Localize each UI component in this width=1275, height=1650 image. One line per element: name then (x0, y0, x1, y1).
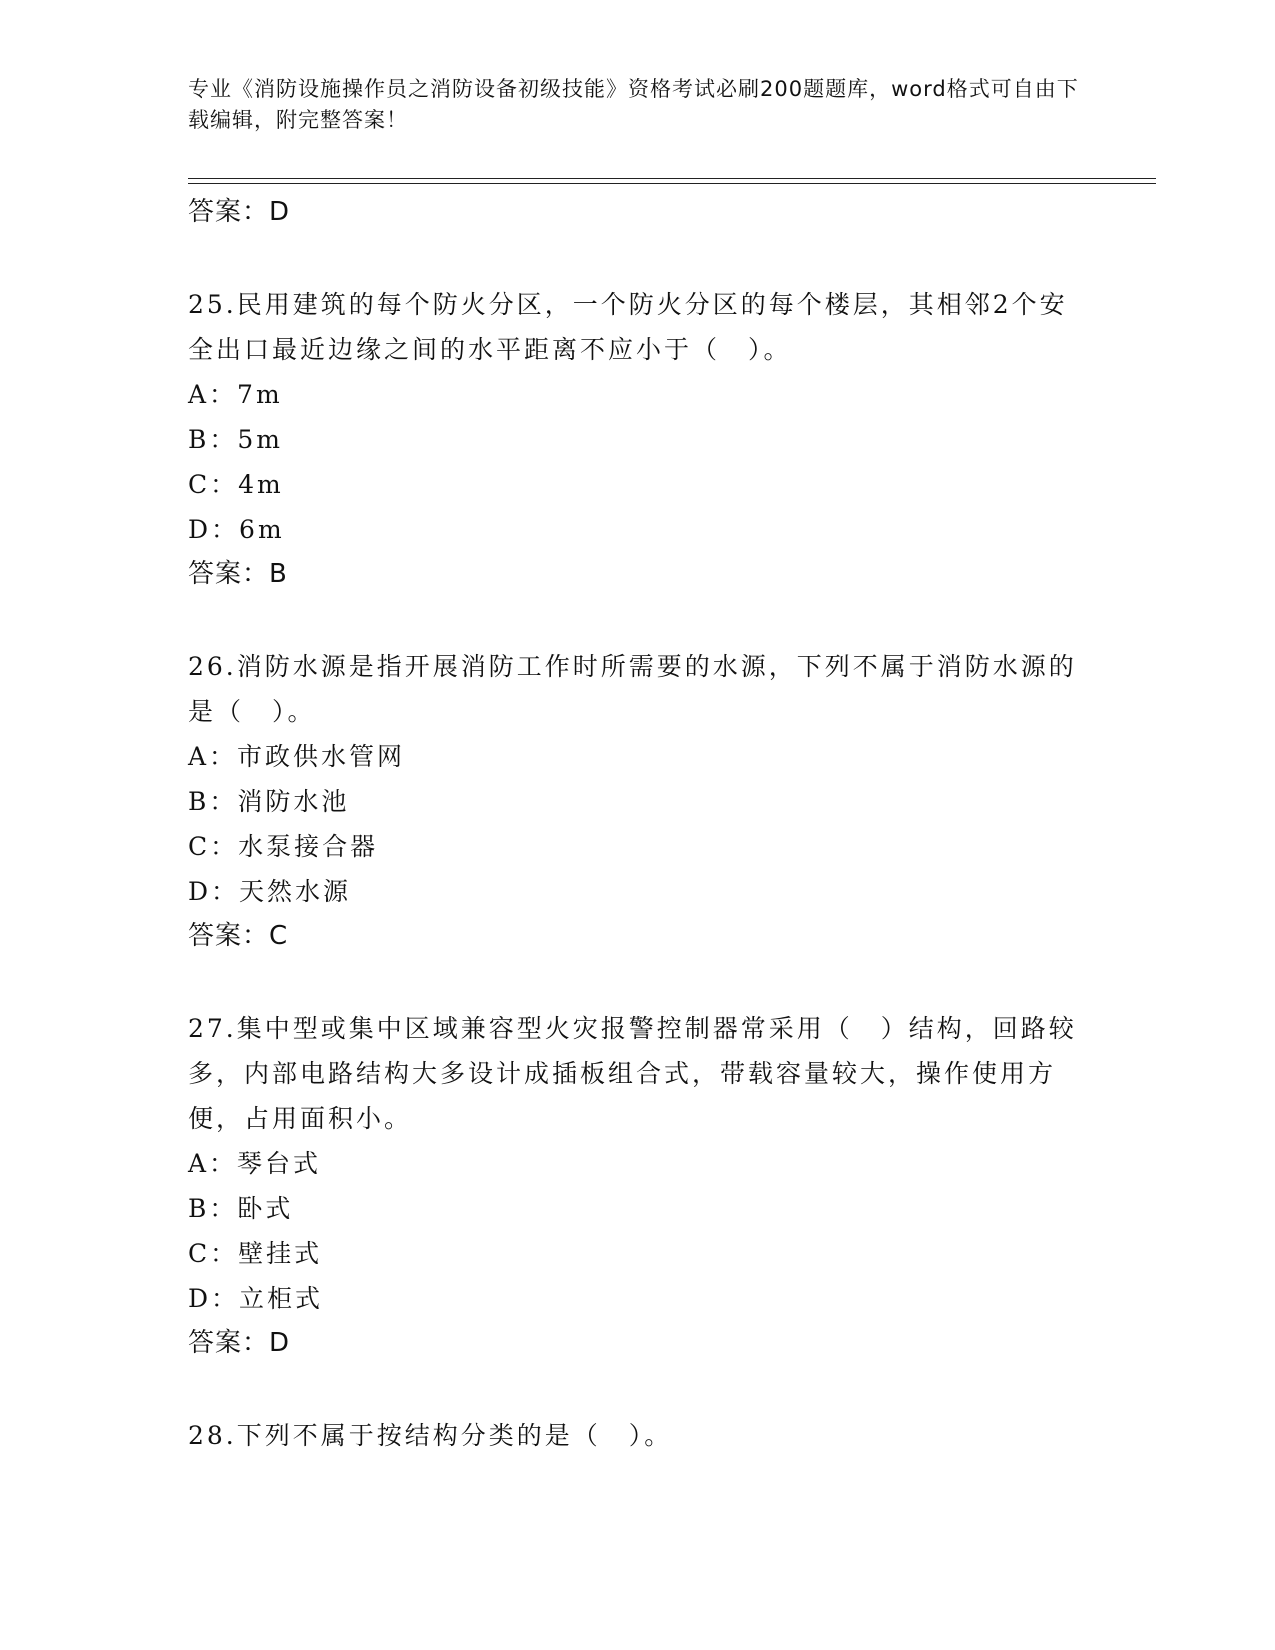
option-b: B：5m (188, 425, 283, 454)
option-a: A：7m (188, 380, 283, 409)
question-item (188, 282, 1088, 597)
page-header: 专业《消防设施操作员之消防设备初级技能》资格考试必刷200题题库，word格式可自由下载编辑，附完整答案！ (188, 77, 1079, 132)
option-a: A：市政供水管网 (188, 742, 406, 771)
header-divider-bottom (188, 183, 1156, 184)
option-c: C：壁挂式 (188, 1239, 323, 1268)
option-d: D：6m (188, 515, 285, 544)
answer-line: 答案：B (188, 559, 288, 589)
option-b: B：卧式 (188, 1194, 294, 1223)
answer-line: 答案：D (188, 1328, 291, 1358)
question-list (188, 190, 1088, 1458)
question-text: 27.集中型或集中区域兼容型火灾报警控制器常采用（ ）结构，回路较多，内部电路结构大多设计成插板组合式，带载容量较大，操作使用方便，占用面积小。 (188, 1014, 1077, 1133)
answer-line: 答案：D (188, 197, 291, 227)
header-divider-top (188, 178, 1156, 179)
option-d: D：立柜式 (188, 1284, 324, 1313)
option-b: B：消防水池 (188, 787, 350, 816)
question-item (188, 1413, 1088, 1458)
question-text: 28.下列不属于按结构分类的是（ ）。 (188, 1421, 673, 1450)
answer-line: 答案：C (188, 921, 289, 951)
option-a: A：琴台式 (188, 1149, 322, 1178)
option-c: C：水泵接合器 (188, 832, 379, 861)
question-item (188, 644, 1088, 959)
question-text: 25.民用建筑的每个防火分区，一个防火分区的每个楼层，其相邻2个安全出口最近边缘之间的水平距离不应小于（ ）。 (188, 290, 1068, 364)
question-item (188, 1006, 1088, 1366)
question-text: 26.消防水源是指开展消防工作时所需要的水源，下列不属于消防水源的是（ ）。 (188, 652, 1077, 726)
option-d: D：天然水源 (188, 877, 352, 906)
option-c: C：4m (188, 470, 284, 499)
